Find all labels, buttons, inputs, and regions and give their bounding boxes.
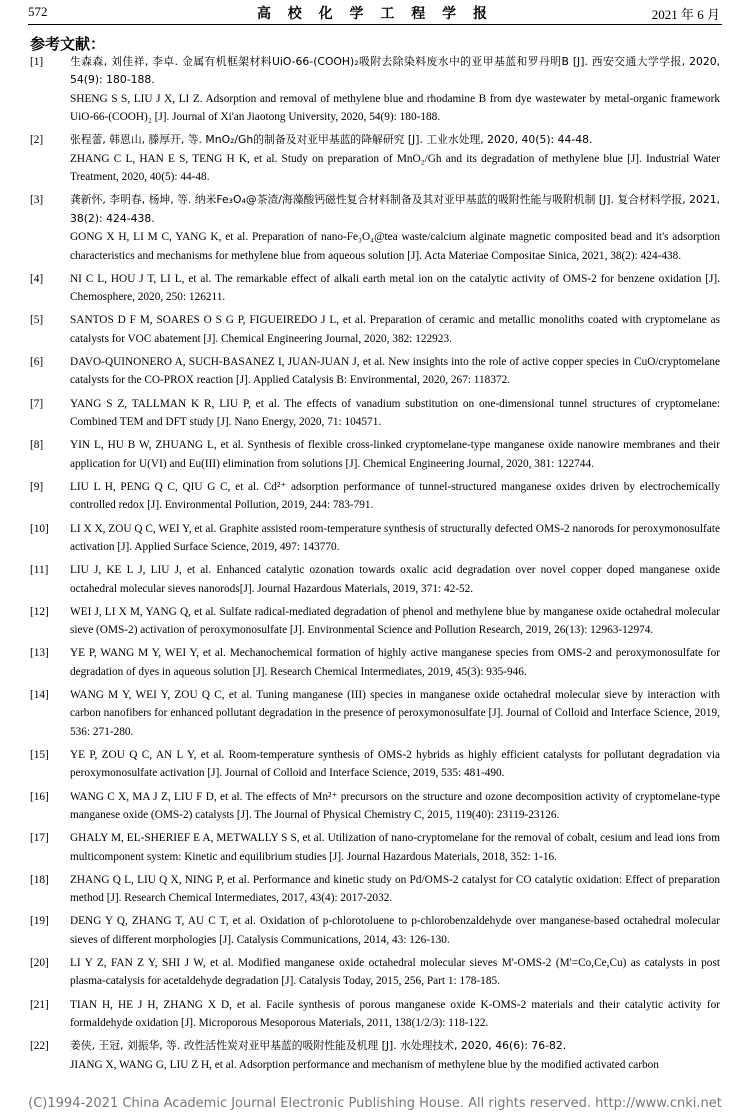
reference-citation-en: WANG M Y, WEI Y, ZOU Q C, et al. Tuning manganese (III) species in manganese oxide octahedral molecular sieve by interaction with carbon nanofibers for enhanced pollutant degradation in the presence of peroxymonosulfate [J]. Journal of Colloid and Interface Science, 2019, 536: 271-280. [70,688,720,738]
reference-citation-en: YIN L, HU B W, ZHUANG L, et al. Synthesis of flexible cross-linked cryptomelane-type manganese oxide nanowire membranes and their application for U(VI) and Eu(III) elimination from solutions [J]. Chemical Engineering Journal, 2020, 381: 122744. [70,439,720,470]
issue-date: 2021 年 6 月 [651,7,720,22]
reference-number: [22] [30,1040,49,1053]
reference-text [70,788,720,825]
reference-number: [12] [30,605,49,618]
reference-citation-en: SANTOS D F M, SOARES O S G P, FIGUEIREDO J L, et al. Preparation of ceramic and metallic monoliths coated with cryptomelane as catalysts for VOC abatement [J]. Chemical Engineering Journal, 2020, 382: 122923. [70,314,720,345]
reference-citation-en: YE P, ZOU Q C, AN L Y, et al. Room-temperature synthesis of OMS-2 hybrids as highly efficient catalysts for pollutant degradation via peroxymonosulfate activation [J]. Journal of Colloid and Interface Science, 2019, 535: 481-490. [70,748,720,780]
reference-item [30,788,720,825]
reference-citation-zh: 龚新怀, 李明春, 杨坤, 等. 纳米Fe₃O₄@茶渣/海藻酸钙磁性复合材料制备及其对亚甲基蓝的吸附性能与吸附机制 [J]. 复合材料学报, 2021, 38(2): 424-438. [70,193,720,225]
reference-number: [6] [30,356,44,369]
reference-text [70,131,720,186]
reference-citation-en: WEI J, LI X M, YANG Q, et al. Sulfate radical-mediated degradation of phenol and methylene blue by manganese oxide octahedral molecular sieve (OMS-2) activation of peroxymonosulfate [J]. Environmental Science and Pollution Research, 2019, 26(13): 12963-12974. [70,605,720,637]
reference-citation-en: NI C L, HOU J T, LI L, et al. The remarkable effect of alkali earth metal ion on the catalytic activity of OMS-2 for benzene oxidation [J]. Chemosphere, 2020, 250: 126211. [70,272,720,304]
reference-number: [5] [30,314,44,327]
reference-item [30,395,720,432]
reference-text [70,686,720,741]
reference-text [70,311,720,348]
reference-number: [16] [30,790,49,803]
reference-number: [3] [30,194,44,207]
reference-item [30,270,720,307]
reference-text [70,191,720,265]
reference-citation-zh: 生森森, 刘佳祥, 李卓. 金属有机框架材料UiO-66-(COOH)₂吸附去除染料废水中的亚甲基蓝和罗丹明B [J]. 西安交通大学学报, 2020, 54(9): 180-188. [70,55,720,87]
reference-text [70,644,720,681]
reference-item [30,311,720,348]
reference-number: [15] [30,748,49,761]
reference-citation-en: GONG X H, LI M C, YANG K, et al. Preparation of nano-Fe₃O₄@tea waste/calcium alginate magnetic composited bead and it's adsorption characteristics and mechanisms for methylene blue from aqueous solution [J]. Acta Materiae Compositae Sinica, 2021, 38(2): 424-438. [70,231,720,262]
reference-item [30,478,720,515]
reference-number: [2] [30,134,44,147]
reference-number: [11] [30,564,49,577]
reference-citation-en: ZHANG Q L, LIU Q X, NING P, et al. Performance and kinetic study on Pd/OMS-2 catalyst for CO catalytic oxidation: Effect of preparation method [J]. Research Chemical Intermediates, 2017, 43(4): 2017-2032. [70,873,720,905]
reference-text [70,436,720,473]
reference-text [70,829,720,866]
reference-item [30,954,720,991]
reference-text [70,996,720,1033]
reference-citation-en: WANG C X, MA J Z, LIU F D, et al. The effects of Mn²⁺ precursors on the structure and ozone decomposition activity of cryptomelane-type manganese oxide (OMS-2) catalysts [J]. The Journal of Physical Chemistry C, 2015, 119(40): 23119-23126. [70,790,720,821]
reference-number: [13] [30,647,49,660]
reference-citation-en: LI X X, ZOU Q C, WEI Y, et al. Graphite assisted room-temperature synthesis of structurally defected OMS-2 nanorods for peroxymonosulfate activation [J]. Applied Surface Science, 2019, 497: 143770. [70,522,720,553]
reference-item [30,829,720,866]
reference-number: [4] [30,272,44,285]
copyright-footer: (C)1994-2021 China Academic Journal Electronic Publishing House. All rights reserved. http://www.cnki.net [28,1096,722,1111]
reference-item [30,191,720,265]
reference-item [30,53,720,127]
section-title: 参考文献： [30,35,106,53]
reference-text [70,954,720,991]
reference-text [70,395,720,432]
reference-text [70,912,720,949]
reference-text [70,1037,720,1074]
reference-text [70,270,720,307]
reference-citation-en: GHALY M, EL-SHERIEF E A, METWALLY S S, et al. Utilization of nano-cryptomelane for the removal of cobalt, cesium and lead ions from multicomponent system: Kinetic and equilibrium studies [J]. Journal Hazardous Materials, 2018, 352: 1-16. [70,832,720,863]
reference-text [70,53,720,127]
reference-text [70,871,720,908]
reference-number: [14] [30,688,49,701]
reference-number: [17] [30,832,49,845]
header-rule [28,24,722,25]
reference-item [30,746,720,783]
reference-text [70,603,720,640]
reference-text [70,561,720,598]
reference-citation-en: ZHANG C L, HAN E S, TENG H K, et al. Study on preparation of MnO₂/Gh and its degradation of methylene blue [J]. Industrial Water Treatment, 2020, 40(5): 44-48. [70,152,720,184]
reference-citation-en: JIANG X, WANG G, LIU Z H, et al. Adsorption performance and mechanism of methylene blue by the modified activated carbon [70,1058,659,1071]
reference-citation-en: YE P, WANG M Y, WEI Y, et al. Mechanochemical formation of highly active manganese species from OMS-2 and peroxymonosulfate for degradation of dyes in aqueous solution [J]. Research Chemical Intermediates, 2019, 45(3): 935-946. [70,647,720,678]
reference-item [30,1037,720,1074]
reference-number: [19] [30,915,49,928]
reference-item [30,131,720,186]
reference-number: [9] [30,480,44,493]
reference-number: [21] [30,998,49,1011]
reference-number: [10] [30,522,49,535]
reference-citation-en: LIU J, KE L J, LIU J, et al. Enhanced catalytic ozonation towards oxalic acid degradation over novel copper doped manganese oxide octahedral molecular sieves nanorods[J]. Journal Hazardous Materials, 2019, 371: 42-52. [70,564,720,595]
journal-title: 高 校 化 学 工 程 学 报 [256,6,494,22]
reference-number: [20] [30,957,49,970]
reference-item [30,996,720,1033]
reference-item [30,520,720,557]
reference-citation-en: TIAN H, HE J H, ZHANG X D, et al. Facile synthesis of porous manganese oxide K-OMS-2 materials and their catalytic activity for formaldehyde oxidation [J]. Microporous Mesoporous Materials, 2011, 138(1/2/3): 118-122. [70,998,720,1030]
reference-number: [8] [30,439,44,452]
reference-item [30,353,720,390]
reference-citation-zh: 张程蕾, 韩恩山, 滕厚开, 等. MnO₂/Gh的制备及对亚甲基蓝的降解研究 [J]. 工业水处理, 2020, 40(5): 44-48. [70,133,593,147]
reference-citation-en: SHENG S S, LIU J X, LI Z. Adsorption and removal of methylene blue and rhodamine B from dye wastewater by metal-organic framework UiO-66-(COOH)₂ [J]. Journal of Xi'an Jiaotong University, 2020, 54(9): 180-188. [70,92,720,124]
reference-item [30,436,720,473]
reference-list [30,53,720,1079]
reference-citation-en: DAVO-QUINONERO A, SUCH-BASANEZ I, JUAN-JUAN J, et al. New insights into the role of active copper species in CuO/cryptomelane catalysts for the CO-PROX reaction [J]. Applied Catalysis B: Environmental, 2020, 267: 118372. [70,356,720,387]
reference-citation-en: YANG S Z, TALLMAN K R, LIU P, et al. The effects of vanadium substitution on one-dimensional tunnel structures of cryptomelane: Combined TEM and DFT study [J]. Nano Energy, 2020, 71: 104571. [70,397,720,429]
page-header [0,0,750,26]
reference-citation-zh: 姜侠, 王冠, 刘振华, 等. 改性活性炭对亚甲基蓝的吸附性能及机理 [J]. 水处理技术, 2020, 46(6): 76-82. [70,1039,567,1053]
reference-number: [18] [30,873,49,886]
reference-number: [7] [30,397,44,410]
reference-item [30,686,720,741]
reference-item [30,871,720,908]
reference-text [70,746,720,783]
reference-citation-en: LI Y Z, FAN Z Y, SHI J W, et al. Modified manganese oxide octahedral molecular sieves M'-OMS-2 (M'=Co,Ce,Cu) as catalysts in post plasma-catalysis for acetaldehyde degradation [J]. Catalysis Today, 2015, 256, Part 1: 178-185. [70,957,720,988]
reference-item [30,912,720,949]
reference-text [70,478,720,515]
reference-item [30,644,720,681]
reference-citation-en: LIU L H, PENG Q C, QIU G C, et al. Cd²⁺ adsorption performance of tunnel-structured manganese oxides driven by electrochemically controlled redox [J]. Environmental Pollution, 2019, 244: 783-791. [70,480,720,512]
reference-number: [1] [30,56,44,68]
reference-citation-en: DENG Y Q, ZHANG T, AU C T, et al. Oxidation of p-chlorotoluene to p-chlorobenzaldehyde over manganese-based octahedral molecular sieves of different morphologies [J]. Catalysis Communications, 2014, 43: 126-130. [70,915,720,946]
reference-item [30,561,720,598]
reference-item [30,603,720,640]
page-number: 572 [28,4,48,19]
reference-text [70,520,720,557]
reference-text [70,353,720,390]
